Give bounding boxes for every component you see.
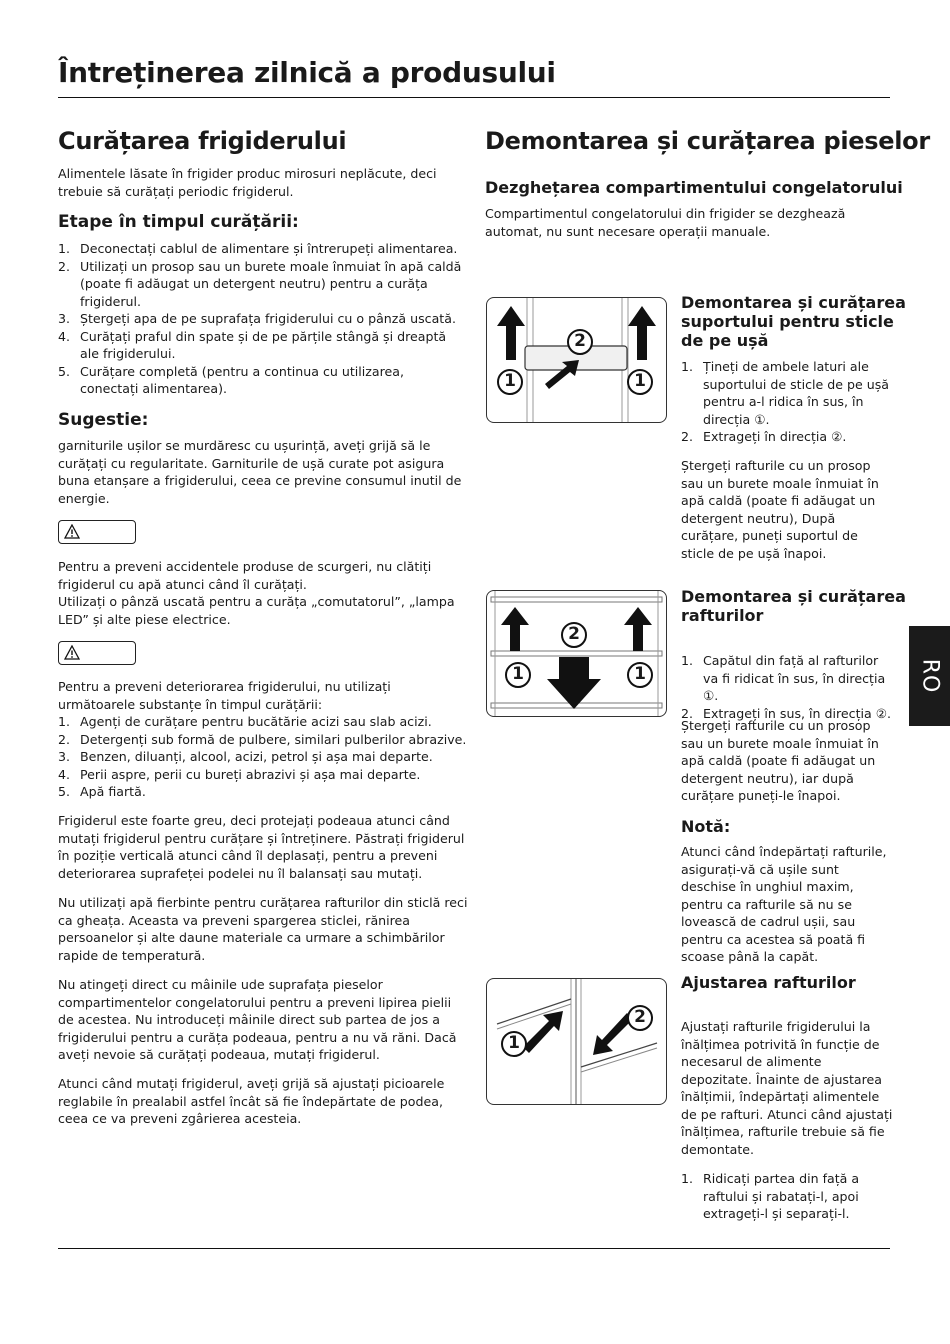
cleaning-step [58,258,466,311]
direction-1-marker: 1 [627,369,653,395]
shelf-heading: Demontarea și curățarea rafturilor [681,587,906,625]
page-title: Întreținerea zilnică a produsului [58,56,556,89]
list-number: 2. [58,258,71,274]
direction-1-marker: 1 [501,1031,527,1057]
warning-triangle-icon [64,524,80,539]
list-text: Ștergeți apa de pe suprafața frigiderului cu o pânză uscată. [80,311,456,326]
tip-text: garniturile ușilor se murdăresc cu ușurință, aveți grijă să le curățați cu regularitate. Garniturile de ușă curate pot asigura buna etanșare a frigiderului, ceea ce previne consumul inutil de energie. [58,438,462,506]
adjust-steps-list [681,1170,893,1223]
list-text: Detergenți sub formă de pulbere, similari pulberilor abrazive. [80,731,467,747]
forbidden-substance-item [58,713,468,731]
direction-2-marker: 2 [627,1005,653,1031]
title-rule [58,97,890,98]
list-number: 5. [58,363,71,379]
direction-2-marker: 2 [567,329,593,355]
direction-1-marker: 1 [627,662,653,688]
adjust-text: Ajustați rafturile frigiderului la înălțimea potrivită în funcție de necesarul de alimente depozitate. Înainte de ajustarea înălțimii, îndepărtați alimentele de pe rafturi. Atunci când ajustați înălțimea, rafturile trebuie să fie demontate. [681,1019,893,1157]
list-text: Țineți de ambele laturi ale suportului de sticle de pe ușă pentru a-l ridica în sus, în direcția ①. [703,359,889,427]
list-text: Perii aspre, perii cu bureți abrazivi și așa mai departe. [80,766,421,782]
paragraph-wet-hands: Nu atingeți direct cu mâinile ude suprafața pieselor compartimentelor congelatorului pentru a preveni lipirea pielii de acestea. Nu introduceți mâinile direct sub partea de jos a frigiderului pentru a curăța podeaua, pentru a nu vă răni. Dacă aveți nevoie să curățați podeaua, mutați frigiderul. [58,977,457,1062]
list-number: 5. [58,784,71,799]
forbidden-substances-list [58,713,468,801]
cleaning-heading: Curățarea frigiderului [58,127,347,155]
defrost-heading: Dezghețarea compartimentului congelatorului [485,178,903,197]
door-rack-figure [486,297,667,423]
list-number: 2. [681,429,694,444]
forbidden-substance-item [58,766,468,784]
cleaning-step [58,328,466,363]
direction-1-marker: 1 [497,369,523,395]
list-text: Apă fiartă. [80,784,146,799]
cleaning-steps-list [58,240,466,398]
paragraph-moving: Frigiderul este foarte greu, deci protejați podeaua atunci când mutați frigiderul pentru curățare și întreținere. Păstrați frigiderul în poziție verticală atunci când îl deplasați, pentru a preveni deteriorarea suprafeței podelei nu îl balansați sau mutați. [58,813,465,881]
list-number: 1. [58,714,71,729]
note-heading: Notă: [681,817,731,836]
cleaning-intro: Alimentele lăsate în frigider produc mirosuri neplăcute, deci trebuie să curățați periodic frigiderul. [58,166,437,199]
language-tab-label: RO [917,658,942,694]
defrost-text: Compartimentul congelatorului din frigider se dezghează automat, nu sunt necesare operații manuale. [485,206,846,239]
cleaning-step [58,310,466,328]
list-number: 2. [58,731,71,747]
adjust-step [681,1170,893,1223]
list-text: Agenți de curățare pentru bucătărie acizi sau slab acizi. [80,714,432,729]
list-text: Extrageți în sus, în direcția ②. [703,705,892,721]
parts-heading: Demontarea și curățarea pieselor [485,127,930,155]
list-text: Benzen, diluanți, alcool, acizi, petrol și așa mai departe. [80,749,433,764]
shelf-text: Ștergeți rafturile cu un prosop sau un burete moale înmuiat în apă caldă (poate fi adăugat un detergent neutru), iar după curățare puneți-le înapoi. [681,718,879,803]
list-number: 1. [681,653,694,668]
list-text: Ridicați partea din față a raftului și rabatați-l, apoi extrageți-l și separați-l. [703,1171,860,1221]
forbidden-substance-item [58,748,468,766]
list-number: 3. [58,311,71,326]
door-rack-heading: Demontarea și curățarea suportului pentru sticle de pe ușă [681,293,906,350]
list-text: Curățare completă (pentru a continua cu utilizarea, conectați alimentarea). [80,363,404,396]
adjust-shelf-figure [486,978,667,1105]
note-text: Atunci când îndepărtați rafturile, asigurați-vă că ușile sunt deschise în unghiul maxim, pentru ca rafturile să nu se lovească de cadrul ușii, sau pentru ca acestea să poată fi scoase până la capăt. [681,844,887,964]
language-tab [909,626,950,726]
list-number: 4. [58,766,71,782]
door-rack-step [681,358,893,428]
list-number: 2. [681,705,694,721]
cleaning-step [58,240,466,258]
shelf-step [681,652,893,705]
steps-heading: Etape în timpul curățării: [58,212,299,232]
direction-2-marker: 2 [561,622,587,648]
paragraph-feet: Atunci când mutați frigiderul, aveți grijă să ajustați picioarele reglabile în prealabil astfel încât să fie îndepărtate de podea, ceea ce va preveni zgârierea acesteia. [58,1076,445,1126]
bottom-rule [58,1248,890,1249]
list-text: Deconectați cablul de alimentare și întrerupeți alimentarea. [80,241,458,256]
list-number: 1. [681,359,694,374]
warning-triangle-icon [64,645,80,660]
door-rack-text: Ștergeți rafturile cu un prosop sau un burete moale înmuiat în apă caldă (poate fi adăugat un detergent neutru), După curățare, puneți suportul de sticle de pe ușă înapoi. [681,458,879,561]
forbidden-substance-item [58,731,468,749]
list-number: 3. [58,749,71,764]
cleaning-step [58,363,466,398]
tip-heading: Sugestie: [58,410,149,430]
list-text: Capătul din față al rafturilor va fi ridicat în sus, în direcția ①. [703,653,886,703]
warning-box-1 [58,520,136,544]
adjust-heading: Ajustarea rafturilor [681,973,856,992]
list-number: 4. [58,328,71,344]
warning-text-1: Pentru a preveni accidentele produse de scurgeri, nu clătiți frigiderul cu apă atunci când îl curățați. Utilizați o pânză uscată pentru a curăța „comutatorul”, „lampa LED” și alte piese electrice. [58,559,455,627]
list-text: Curățați praful din spate și de pe părțile stângă și dreaptă ale frigiderului. [80,328,447,361]
list-number: 1. [681,1171,694,1186]
shelf-figure [486,590,667,717]
warning-text-2: Pentru a preveni deteriorarea frigiderului, nu utilizați următoarele substanțe în timpul curățării: [58,679,391,712]
direction-1-marker: 1 [505,662,531,688]
forbidden-substance-item [58,783,468,801]
list-text: Extrageți în direcția ②. [703,429,847,444]
list-text: Utilizați un prosop sau un burete moale înmuiat în apă caldă (poate fi adăugat un detergent neutru) pentru a curăța frigiderul. [80,258,462,309]
warning-box-2 [58,641,136,665]
list-number: 1. [58,241,71,256]
door-rack-steps-list [681,358,893,446]
paragraph-hot-water: Nu utilizați apă fierbinte pentru curățarea rafturilor din sticlă reci ca gheața. Aceasta va preveni spargerea sticlei, rănirea persoanelor și alte daune materiale ca urmare a schimbărilor rapide de temperatură. [58,895,468,963]
shelf-steps-list [681,652,893,722]
door-rack-step [681,428,893,446]
